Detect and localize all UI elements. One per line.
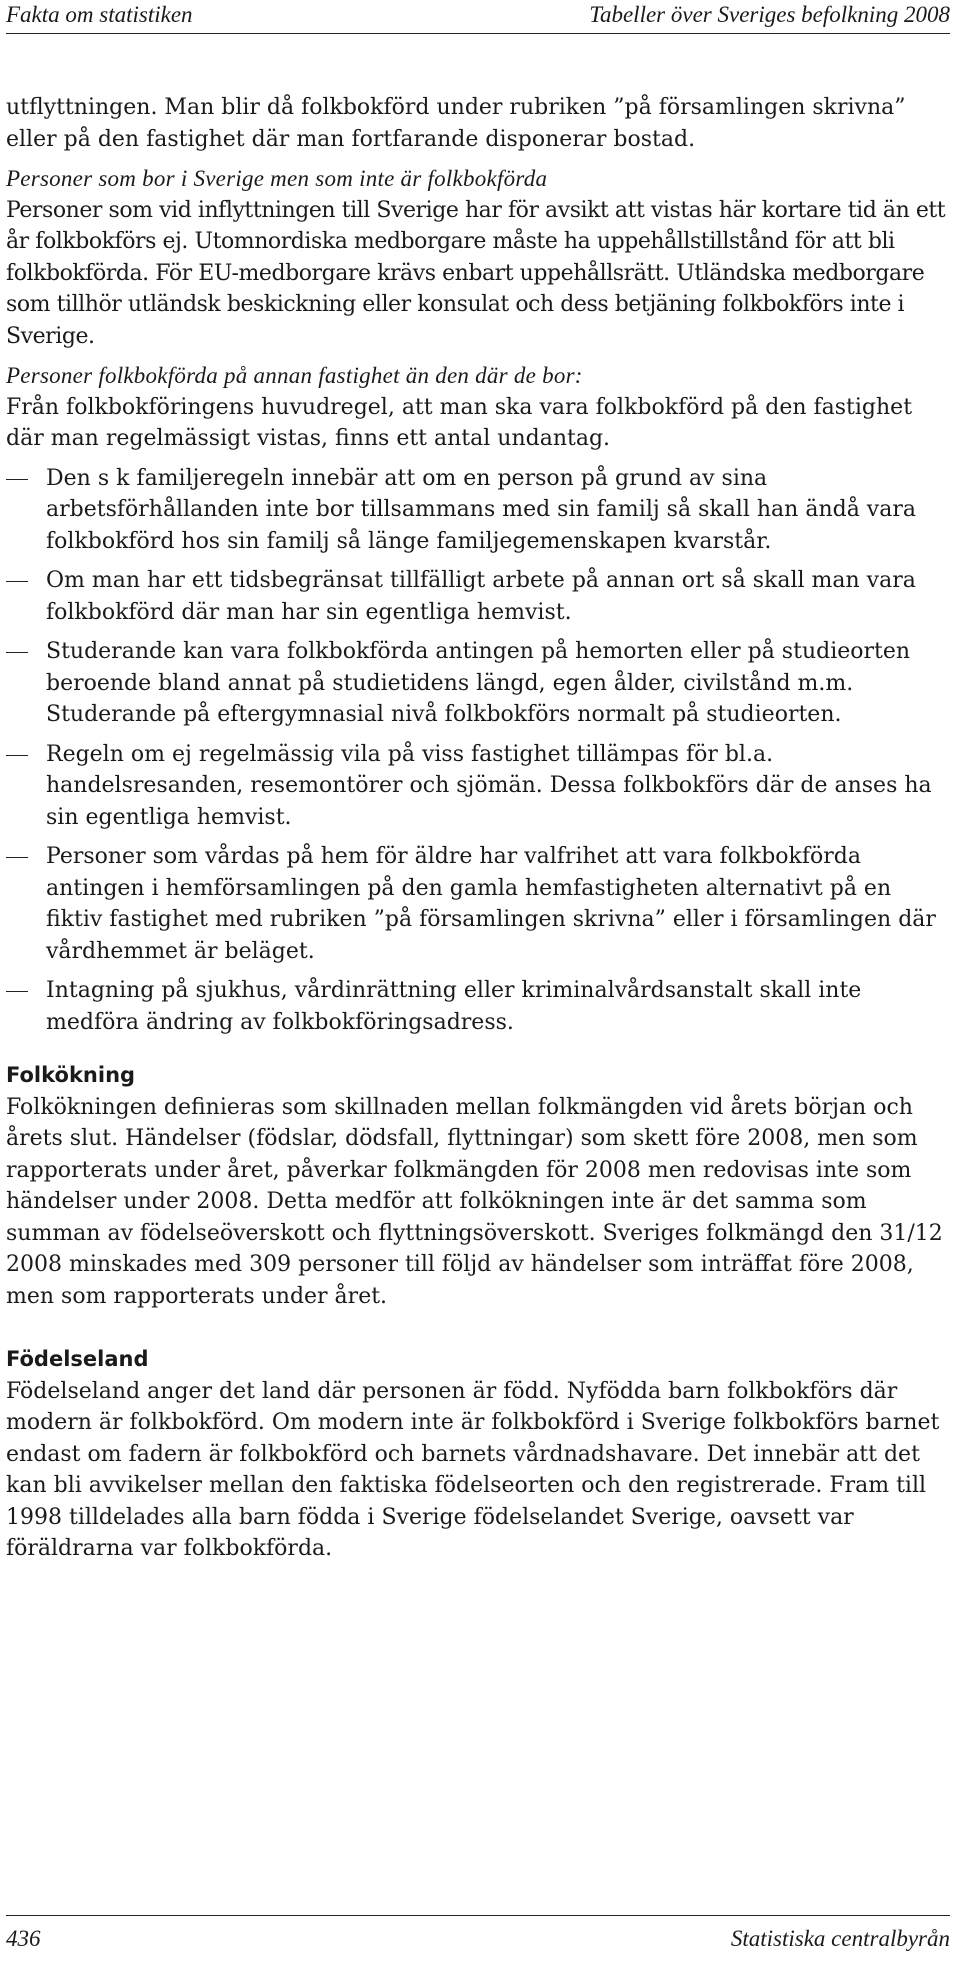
- section-folkokning-heading: Folkökning: [6, 1063, 136, 1087]
- footer-divider: [6, 1915, 950, 1916]
- list-item: Om man har ett tidsbegränsat tillfälligt arbete på annan ort så skall man vara folkbokförd där man har sin egentliga hemvist.: [6, 565, 946, 628]
- page-number: 436: [6, 1926, 41, 1951]
- list-item: Den s k familjeregeln innebär att om en person på grund av sina arbetsförhållanden inte bor tillsammans med sin familj så skall han ändå vara folkbokförd hos sin familj så länge familjegemenskapen kvarstår.: [6, 463, 946, 558]
- running-header: [6, 2, 950, 32]
- running-footer: [6, 1926, 950, 1956]
- section-fodelseland-heading: Födelseland: [6, 1347, 149, 1371]
- list-item: Intagning på sjukhus, vårdinrättning eller kriminalvårdsanstalt skall inte medföra ändring av folkbokföringsadress.: [6, 975, 946, 1038]
- list-item: Studerande kan vara folkbokförda antingen på hemorten eller på studieorten beroende bland annat på studietidens längd, egen ålder, civilstånd m.m. Studerande på eftergymnasial nivå folkbokförs normalt på studieorten.: [6, 636, 946, 731]
- section-not-registered-title: Personer som bor i Sverige men som inte är folkbokförda: [6, 166, 548, 191]
- section-not-registered-body: Personer som vid inflyttningen till Sverige har för avsikt att vistas här kortare tid än ett år folkbokförs ej. Utomnordiska medborgare måste ha uppehållstillstånd för att bli folkbokförda. För EU-medborgare krävs enbart uppehållsrätt. Utländska medborgare som tillhör utländsk beskickning eller konsulat och dess betjäning folkbokförs inte i Sverige.: [6, 197, 946, 349]
- section-other-property-title: Personer folkbokförda på annan fastighet än den där de bor:: [6, 363, 583, 388]
- section-fodelseland-body: Födelseland anger det land där personen är född. Nyfödda barn folkbokförs där modern är folkbokförd. Om modern inte är folkbokförd i Sverige folkbokförs barnet endast om fadern är folkbokförd och barnets vårdnadshavare. Det innebär att det kan bli avvikelser mellan den faktiska födelseorten och den registrerade. Fram till 1998 tilldelades alla barn födda i Sverige födelselandet Sverige, oavsett var föräldrarna var folkbokförda.: [6, 1378, 940, 1561]
- header-left-title: Fakta om statistiken: [6, 2, 193, 27]
- section-other-property-body: Från folkbokföringens huvudregel, att man ska vara folkbokförd på den fastighet där man regelmässigt vistas, finns ett antal undantag.: [6, 394, 913, 451]
- list-item: Regeln om ej regelmässig vila på viss fastighet tillämpas för bl.a. handelsresanden, resemontörer och sjömän. Dessa folkbokförs där de anses ha sin egentliga hemvist.: [6, 739, 946, 834]
- section-folkokning-body: Folkökningen definieras som skillnaden mellan folkmängden vid årets början och årets slut. Händelser (födslar, dödsfall, flyttningar) som skett före 2008, men som rapporterats under året, påverkar folkmängden för 2008 men redovisas inte som händelser under 2008. Detta medför att folkökningen inte är det samma som summan av födelseöverskott och flyttningsöverskott. Sveriges folkmängd den 31/12 2008 minskades med 309 personer till följd av händelser som inträffat före 2008, men som rapporterats under året.: [6, 1094, 943, 1309]
- header-right-title: Tabeller över Sveriges befolkning 2008: [589, 2, 950, 27]
- exceptions-list: [6, 463, 946, 1039]
- footer-publisher: Statistiska centralbyrån: [730, 1926, 950, 1951]
- list-item: Personer som vårdas på hem för äldre har valfrihet att vara folkbokförda antingen i hemförsamlingen på den gamla hemfastigheten alternativt på en fiktiv fastighet med rubriken ”på församlingen skrivna” eller i församlingen där vårdhemmet är beläget.: [6, 841, 946, 967]
- header-divider: [6, 33, 950, 34]
- page-content: [6, 92, 946, 1565]
- intro-paragraph: utflyttningen. Man blir då folkbokförd under rubriken ”på församlingen skrivna” eller på den fastighet där man fortfarande disponerar bostad.: [6, 95, 906, 152]
